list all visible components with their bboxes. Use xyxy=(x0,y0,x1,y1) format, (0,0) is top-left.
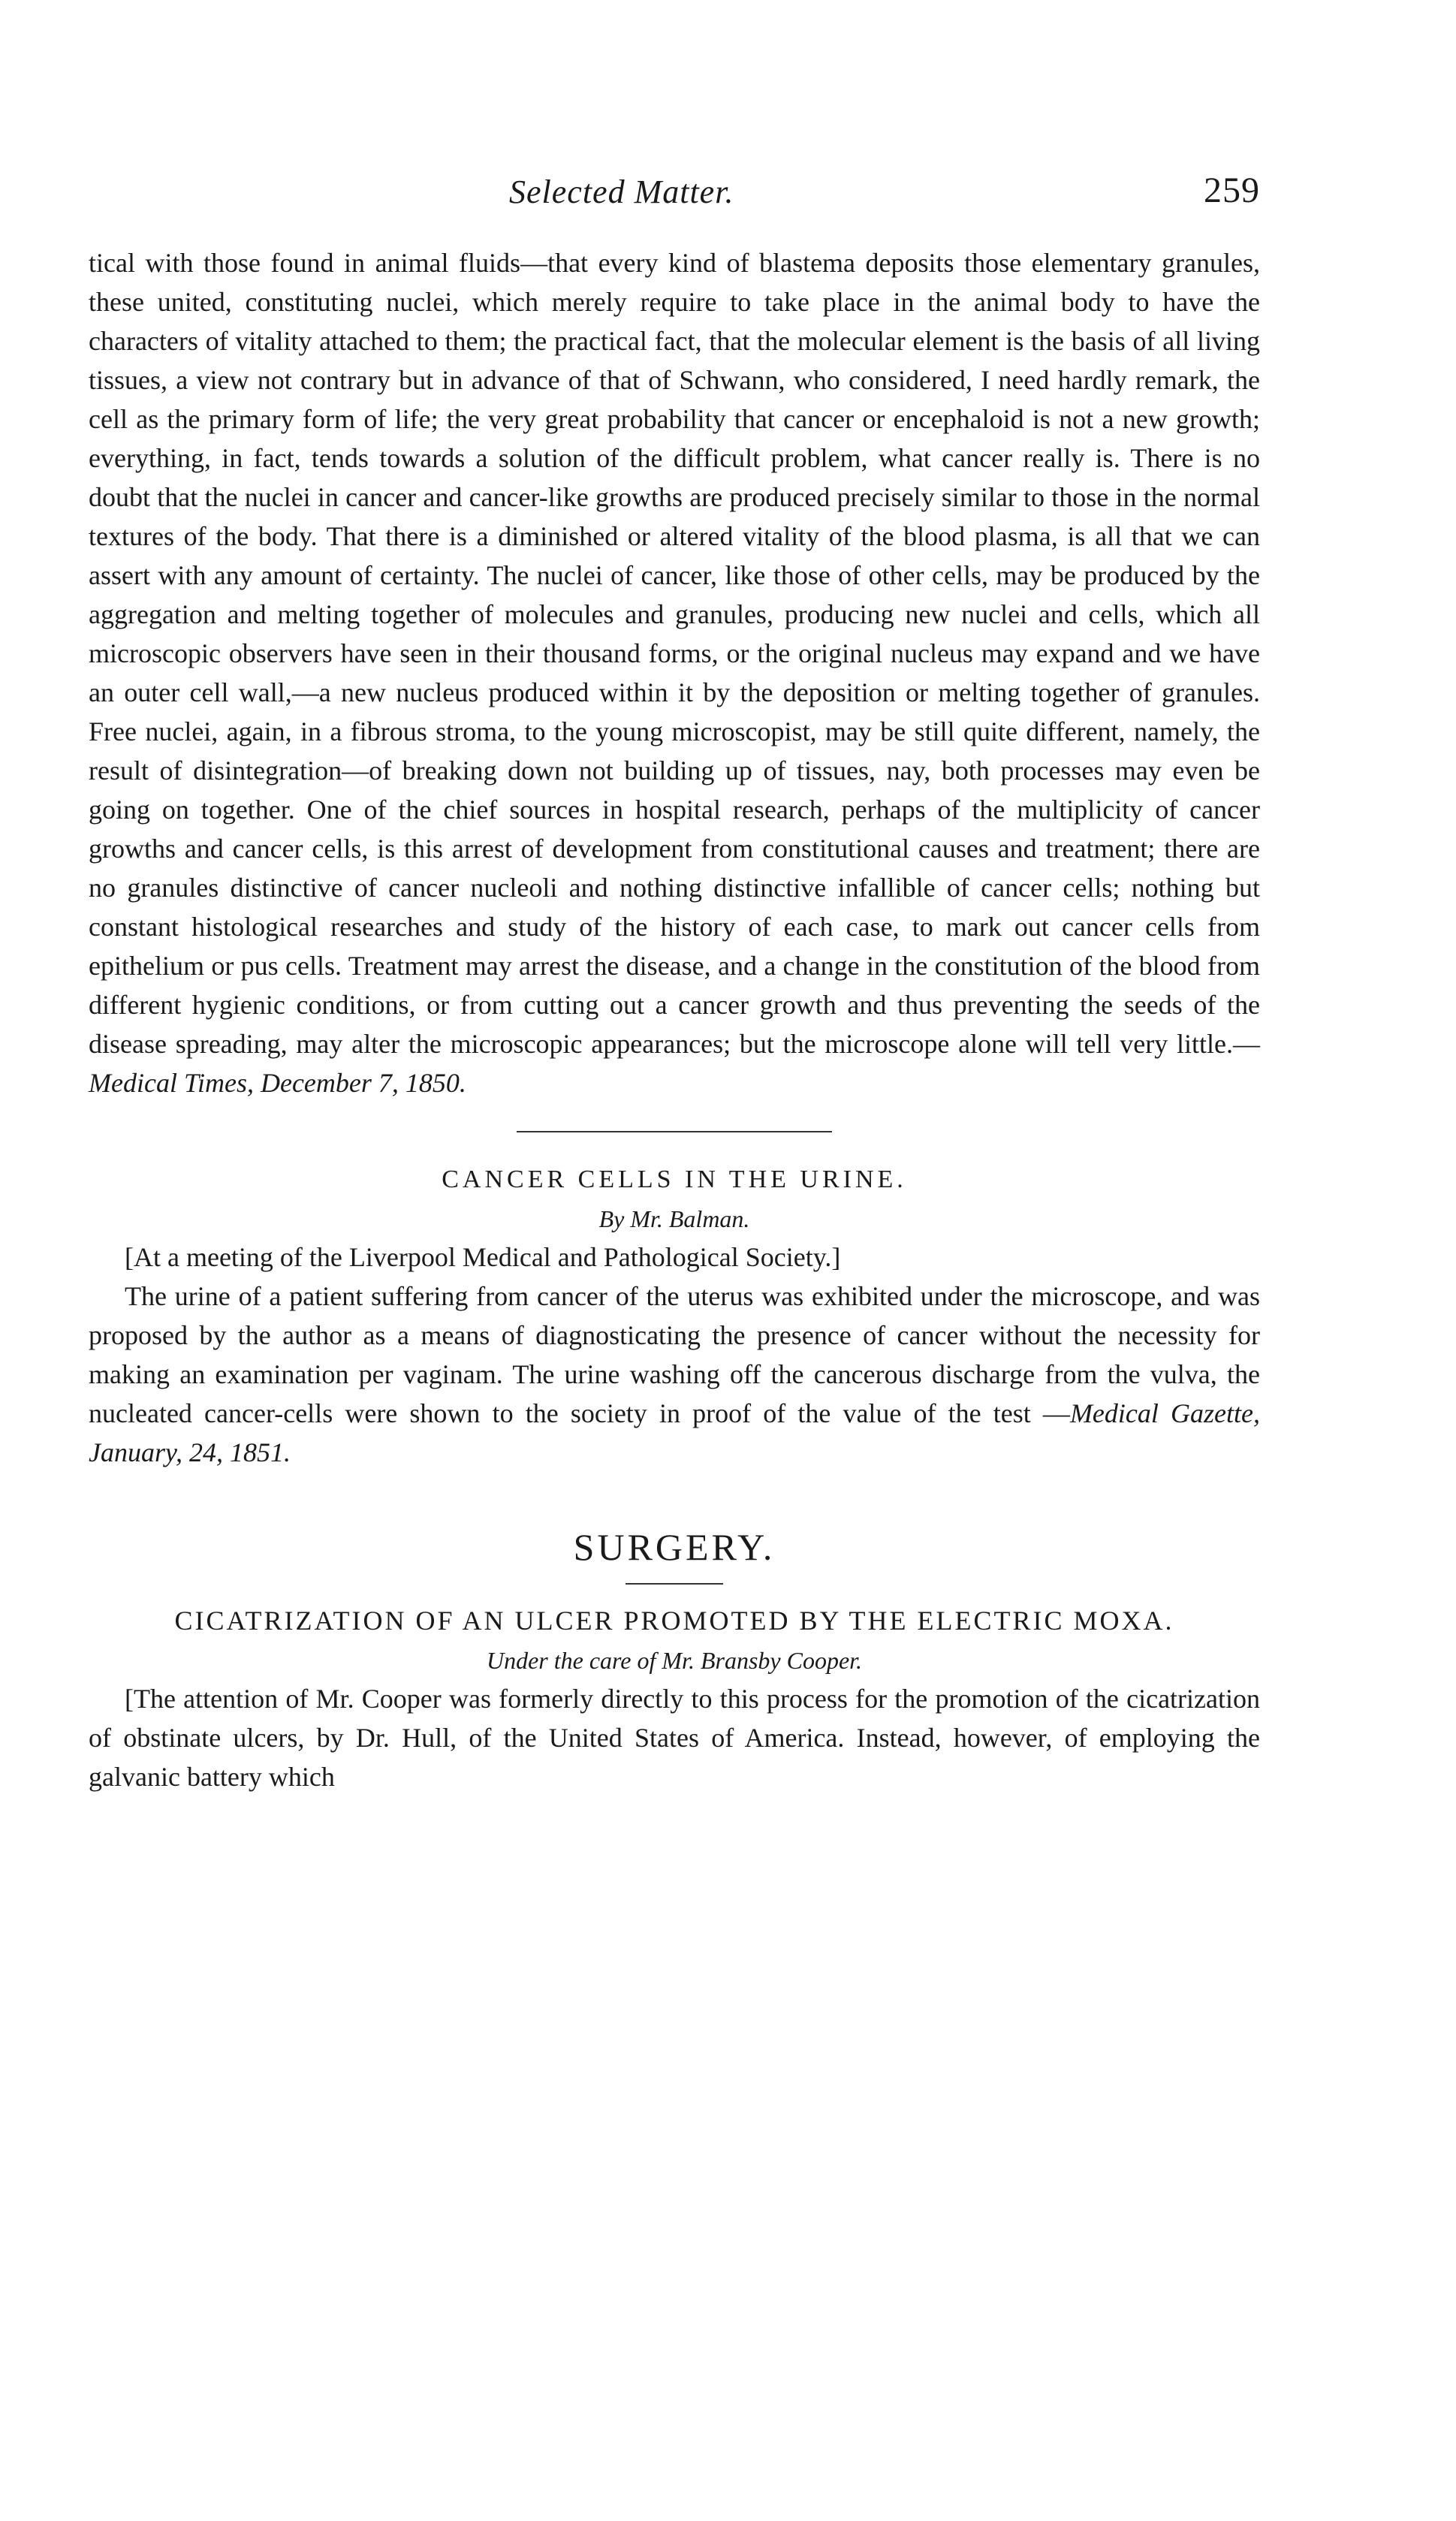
article1-paragraph xyxy=(89,243,1260,1102)
page-number: 259 xyxy=(1204,170,1260,210)
running-title: Selected Matter. xyxy=(509,173,734,210)
article2-paragraph xyxy=(89,1277,1260,1472)
article1-text: tical with those found in animal fluids—that every kind of blastema deposits those elementary granules, these united, constituting nuclei, which merely require to take place in the animal body to have the characters of vitality attached to them; the practical fact, that the molecular element is the basis of all living tissues, a view not contrary but in advance of that of Schwann, who considered, I need hardly remark, the cell as the primary form of life; the very great probability that cancer or encephaloid is not a new growth; everything, in fact, tends towards a solution of the difficult problem, what cancer really is. There is no doubt that the nuclei in cancer and cancer-like growths are produced precisely similar to those in the normal textures of the body. That there is a diminished or altered vitality of the blood plasma, is all that we can assert with any amount of certainty. The nuclei of cancer, like those of other cells, may be produced by the aggregation and melting together of molecules and granules, producing new nuclei and cells, which all microscopic observers have seen in their thousand forms, or the original nucleus may expand and we have an outer cell wall,—a new nucleus produced within it by the deposition or melting together of granules. Free nuclei, again, in a fibrous stroma, to the young microscopist, may be still quite different, namely, the result of disintegration—of breaking down not building up of tissues, nay, both processes may even be going on together. One of the chief sources in hospital research, perhaps of the multiplicity of cancer growths and cancer cells, is this arrest of development from constitutional causes and treatment; there are no granules distinctive of cancer nucleoli and nothing distinctive infallible of cancer cells; nothing but constant histological researches and study of the history of each case, to mark out cancer cells from epithelium or pus cells. Treatment may arrest the disease, and a change in the constitution of the blood from different hygienic conditions, or from cutting out a cancer growth and thus preventing the seeds of the disease spreading, may alter the microscopic appearances; but the microscope alone will tell very little.— xyxy=(89,248,1260,1059)
article3-byline: Under the care of Mr. Bransby Cooper. xyxy=(486,1647,863,1674)
article3-title: CICATRIZATION OF AN ULCER PROMOTED BY THE ELECTRIC MOXA. xyxy=(174,1606,1174,1636)
section-divider xyxy=(517,1131,832,1132)
article2-text: The urine of a patient suffering from cancer of the uterus was exhibited under the microscope, and was proposed by the author as a means of diagnosticating the presence of cancer without the necessity for making an examination per vaginam. The urine washing off the cancerous discharge from the vulva, the nucleated cancer-cells were shown to the society in proof of the value of the test — xyxy=(89,1281,1260,1428)
article2-citation: Medical Gazette, January, 24, 1851. xyxy=(89,1398,1260,1467)
section-title-rule xyxy=(626,1583,723,1585)
section-title: SURGERY. xyxy=(573,1526,776,1568)
article1-citation: Medical Times, December 7, 1850. xyxy=(89,1068,466,1098)
running-head xyxy=(89,170,1260,225)
article2-note: [At a meeting of the Liverpool Medical and Pathological Society.] xyxy=(125,1242,841,1272)
article2-title: CANCER CELLS IN THE URINE. xyxy=(442,1166,907,1193)
page xyxy=(89,170,1260,1796)
article3-paragraph: [The attention of Mr. Cooper was formerly directly to this process for the promotion of the cicatrization of obstinate ulcers, by Dr. Hull, of the United States of America. Instead, however, of employing the galvanic battery which xyxy=(89,1684,1260,1792)
article2-byline: By Mr. Balman. xyxy=(598,1205,750,1232)
